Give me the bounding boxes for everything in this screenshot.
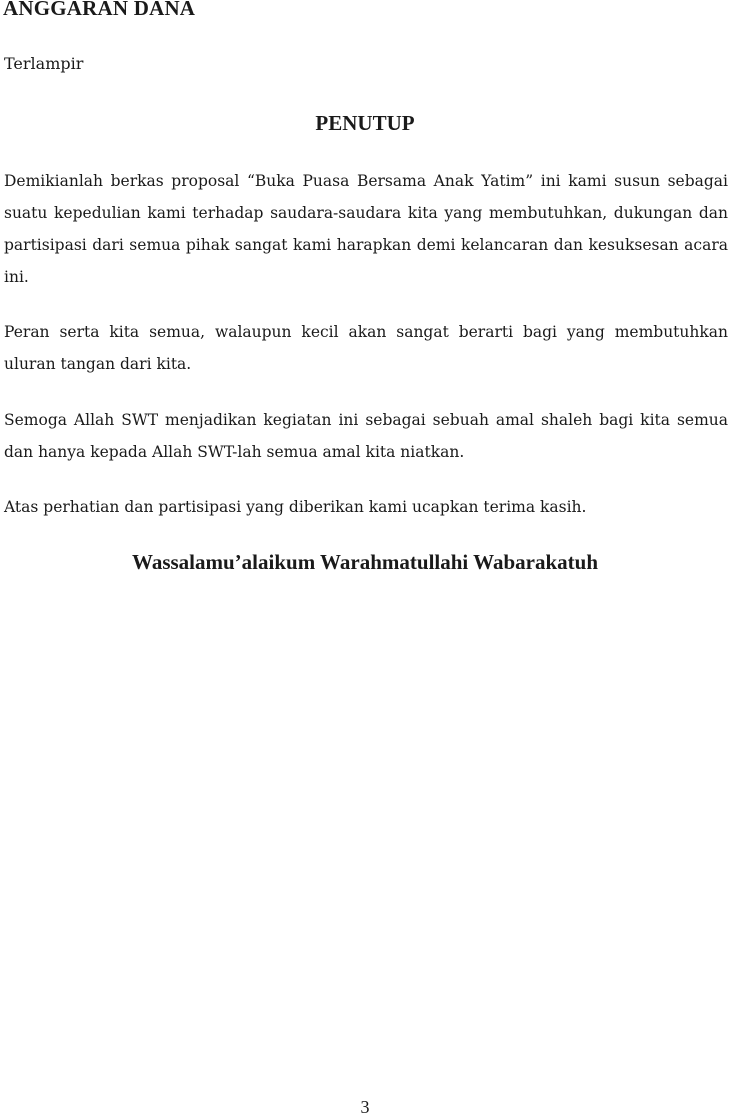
section-heading-anggaran-dana: ANGGARAN DANA — [3, 0, 196, 20]
paragraph-1: Demikianlah berkas proposal “Buka Puasa Bersama Anak Yatim” ini kami susun sebagai suatu kepedulian kami terhadap saudara-saudara kita yang membutuhkan, dukungan dan partisipasi dari semua pihak sangat kami harapkan demi kelancaran dan kesuksesan acara ini. — [4, 172, 728, 286]
page-number: 3 — [360, 1097, 370, 1117]
paragraph-4: Atas perhatian dan partisipasi yang diberikan kami ucapkan terima kasih. — [4, 498, 587, 516]
section-heading-penutup: PENUTUP — [315, 111, 415, 135]
paragraph-3: Semoga Allah SWT menjadikan kegiatan ini sebagai sebuah amal shaleh bagi kita semua dan hanya kepada Allah SWT-lah semua amal kita niatkan. — [4, 411, 728, 461]
paragraph-2: Peran serta kita semua, walaupun kecil akan sangat berarti bagi yang membutuhkan uluran tangan dari kita. — [4, 323, 728, 373]
closing-greeting: Wassalamu’alaikum Warahmatullahi Wabarakatuh — [131, 550, 598, 574]
section-note-terlampir: Terlampir — [4, 54, 84, 73]
